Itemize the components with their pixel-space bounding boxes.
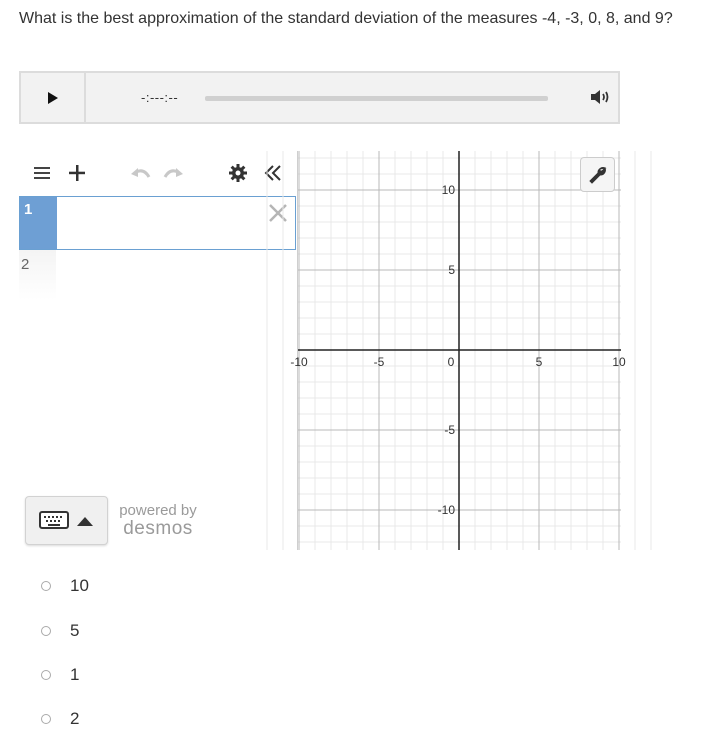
expression-row[interactable] (19, 250, 56, 300)
delete-expression-button[interactable] (267, 202, 289, 229)
graph-canvas[interactable] (290, 151, 626, 550)
answer-option[interactable] (41, 708, 79, 730)
desmos-calculator (19, 151, 626, 550)
graph-settings-button[interactable] (580, 157, 615, 192)
powered-by-desmos (111, 503, 205, 540)
y-tick-label: 10 (441, 183, 455, 197)
powered-by-text: powered by (119, 502, 197, 519)
keyboard-icon (39, 510, 69, 530)
answer-option[interactable] (41, 664, 79, 686)
option-label: 2 (70, 709, 80, 728)
x-tick-label: 0 (447, 355, 455, 369)
radio-button[interactable] (41, 581, 51, 591)
hamburger-menu-icon (33, 165, 51, 181)
answer-option[interactable] (41, 620, 79, 642)
caret-up-icon (77, 516, 93, 526)
undo-icon (128, 164, 152, 182)
add-item-button[interactable] (65, 161, 89, 185)
option-label: 1 (70, 665, 80, 684)
undo-button[interactable] (127, 161, 153, 185)
expression-number: 2 (21, 256, 30, 273)
y-tick-label: -5 (444, 423, 455, 437)
x-tick-label: -10 (290, 355, 308, 369)
x-tick-label: -5 (373, 355, 385, 369)
volume-icon (589, 87, 613, 107)
radio-button[interactable] (41, 670, 51, 680)
y-tick-label: 5 (448, 263, 455, 277)
desmos-logo: desmos (123, 518, 193, 539)
expression-number: 1 (20, 197, 57, 249)
expression-row[interactable] (19, 196, 296, 250)
audio-player (19, 71, 620, 124)
redo-icon (162, 164, 186, 182)
gear-icon (228, 163, 248, 183)
volume-button[interactable] (589, 87, 613, 112)
settings-button[interactable] (226, 161, 250, 185)
audio-progress-track[interactable] (205, 96, 548, 101)
play-button[interactable] (21, 73, 86, 122)
plus-icon (67, 163, 87, 183)
x-tick-label: 5 (535, 355, 543, 369)
expression-toolbar (19, 151, 297, 196)
double-chevron-left-icon (263, 164, 283, 182)
answer-option[interactable] (41, 575, 89, 597)
redo-button[interactable] (161, 161, 187, 185)
radio-button[interactable] (41, 714, 51, 724)
play-icon (47, 92, 59, 104)
audio-time: -:---:-- (141, 90, 179, 105)
wrench-icon (588, 165, 608, 185)
expression-panel (19, 151, 297, 550)
option-label: 5 (70, 621, 80, 640)
collapse-panel-button[interactable] (261, 161, 285, 185)
expression-input[interactable] (64, 211, 264, 233)
option-label: 10 (70, 576, 89, 595)
menu-button[interactable] (31, 161, 53, 185)
close-icon (267, 202, 289, 224)
keypad-toggle-button[interactable] (25, 496, 108, 545)
x-tick-label: 10 (612, 355, 626, 369)
question-text: What is the best approximation of the standard deviation of the measures -4, -3, 0, 8, and 9? (19, 10, 673, 27)
y-tick-label: -10 (437, 503, 455, 517)
radio-button[interactable] (41, 626, 51, 636)
graph-paper[interactable] (290, 151, 626, 550)
